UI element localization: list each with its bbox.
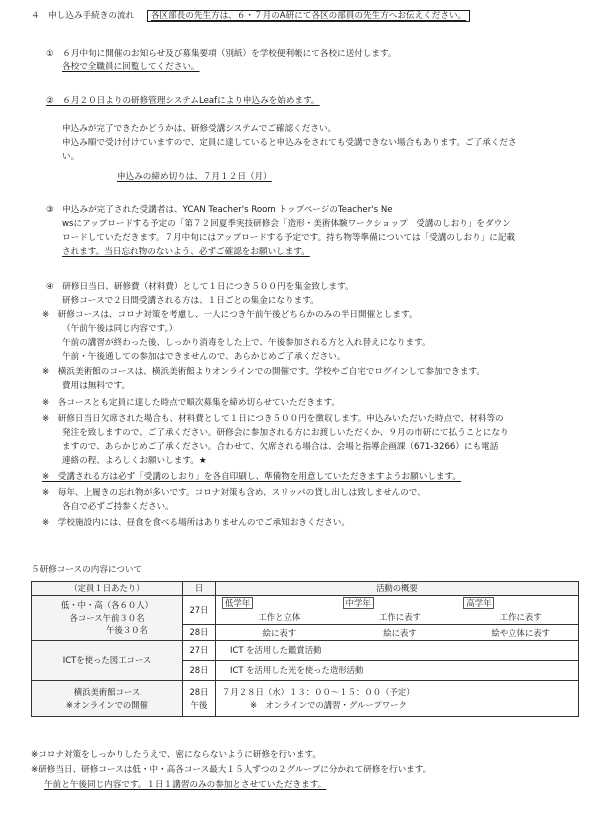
section-5-heading: ５研修コースの内容について <box>31 565 143 575</box>
activity-cell <box>216 596 579 625</box>
note-6b: 各自で必ずご持参ください。 <box>62 502 174 512</box>
note-2b: 費用は無料です。 <box>62 381 131 391</box>
footer-line-3: 午前と午後同じ内容です。１日１講習のみの参加とさせていただきます。 <box>44 780 327 790</box>
note-1b: （午前午後は同じ内容です。） <box>62 324 178 334</box>
day-cell: 27日 <box>183 596 216 625</box>
item-3-line-2: wsにアップロードする予定の「第７２回夏季実技研修会「造形・美術体験ワークショップ 受講のしおり」をダウン <box>62 219 511 229</box>
item-3-line-3: ロードしていただきます。７月中旬にはアップロードする予定です。持ち物等準備については「受講のしおり」に記載 <box>62 233 516 243</box>
note-7: ※ 学校施設内には、昼食を食べる場所はありませんのでご承知おきください。 <box>42 518 350 528</box>
table-row <box>32 641 579 661</box>
note-4d: 連絡の程、よろしくお願いします。★ <box>62 456 207 466</box>
note-5: ※ 受講される方は必ず「受講のしおり」を各自印刷し、準備物を用意していただきますようお願いします。 <box>42 472 462 482</box>
activity-d2-high: 絵や立体に表す <box>491 627 550 638</box>
header-activity: 活動の概要 <box>216 582 579 596</box>
table-header-row <box>32 582 579 596</box>
activity-cell: ICT を活用した光を使った造形活動 <box>216 661 579 681</box>
course-grades-line-3: 午後３０名 <box>106 625 148 636</box>
item-4-line-2: 研修コースで２日間受講される方は、１日ごとの集金になります。 <box>62 296 319 306</box>
note-4b: 発注を致しますので、ご了承ください。研修会に参加される方にお渡しいただくか、９月の市研にて払うことになり <box>62 428 509 438</box>
course-grades-line-1: 低・中・高（各６０人） <box>60 600 154 611</box>
activity-d1-high: 工作に表す <box>499 612 542 622</box>
note-1c: 午前の講習が終わった後、しっかり消毒をした上で、午後参加される方と入れ替えになります。 <box>62 338 431 348</box>
note-4c: ますので、あらかじめご了承ください。合わせて、欠席される場合は、会場と指導企画課（671-3266）にも電話 <box>62 442 499 452</box>
grade-high-label: 高学年 <box>463 597 494 609</box>
course-grades-cell <box>32 596 183 641</box>
grade-low-label: 低学年 <box>222 597 253 609</box>
museum-activity-line-2: ※ オンラインでの講習・グループワーク <box>250 699 407 710</box>
course-grades-line-2: 各コース午前３０名 <box>69 612 145 623</box>
day-cell: 27日 <box>183 641 216 661</box>
table-row <box>32 681 579 717</box>
day-cell <box>183 681 216 717</box>
section-4-notice-box: 各区部長の先生方は、６・７月のA研にて各区の部員の先生方へお伝えください。 <box>147 10 470 22</box>
item-2-deadline: 申込みの締め切りは、７月１２日（月） <box>117 172 272 182</box>
section-4-heading <box>31 10 470 23</box>
course-museum-line-2: ※オンラインでの開催 <box>65 699 149 710</box>
item-2-line-3: 申込み順で受け付けていますので、定員に達していると申込みをされても受講できない場合もあります。ご了承くださ <box>62 138 517 148</box>
activity-cell <box>216 681 579 717</box>
note-4a: ※ 研修日当日欠席された場合も、材料費として１日につき５００円を徴収します。申込みいただいた時点で、材料等の <box>42 414 504 424</box>
item-1-line-1: ① ６月中旬に開催のお知らせ及び募集要項（別紙）を学校便利帳にて各校に送付します。 <box>46 49 397 59</box>
day-cell: 28日 <box>183 661 216 681</box>
course-table <box>31 581 579 717</box>
footer-line-2: ※研修当日、研修コースは低・中・高各コース最大１５人ずつの２グループに分かれて研修を行います。 <box>31 765 432 775</box>
note-2: ※ 横浜美術館のコースは、横浜美術館よりオンラインでの開催です。学校やご自宅でログインして参加できます。 <box>42 367 485 377</box>
table-row <box>32 596 579 625</box>
item-1-line-2: 各校で全職員に回覧してください。 <box>62 62 200 72</box>
note-6a: ※ 毎年、上履きの忘れ物が多いです。コロナ対策も含め、スリッパの貸し出しは致しませんので、 <box>42 488 426 498</box>
activity-d2-mid: 絵に表す <box>383 627 417 638</box>
item-2-line-1: ② ６月２０日よりの研修管理システムLeafにより申込みを始めます。 <box>46 96 320 106</box>
day-cell: 28日 <box>183 625 216 641</box>
activity-d2-low: 絵に表す <box>262 627 297 638</box>
activity-d1-mid: 工作に表す <box>379 612 421 622</box>
museum-day-line-1: 28日 <box>189 686 209 697</box>
note-3: ※ 各コースとも定員に達した時点で順次募集を締め切らせていただきます。 <box>42 398 341 408</box>
museum-activity-line-1: ７月２８日（水）１３：００～１５：００（予定） <box>222 686 415 697</box>
course-ict-cell: ICTを使った図工コース <box>32 641 183 681</box>
item-2-line-4: い。 <box>62 152 80 162</box>
activity-d1-low: 工作と立体 <box>258 612 301 622</box>
section-4-title: ４ 申し込み手続きの流れ <box>31 11 135 21</box>
activity-cell <box>216 625 579 641</box>
note-1d: 午前・午後通しての参加はできませんので、あらかじめご了承ください。 <box>62 352 346 362</box>
footer-line-1: ※コロナ対策をしっかりしたうえで、密にならないように研修を行います。 <box>31 750 321 760</box>
course-museum-cell <box>32 681 183 717</box>
grade-mid-label: 中学年 <box>343 597 374 609</box>
item-4-line-1: ④ 研修日当日、研修費（材料費）として１日につき５００円を集金致します。 <box>46 282 354 292</box>
item-3-line-4: されます。当日忘れ物のないよう、必ずご確認をお願いします。 <box>62 247 310 257</box>
header-capacity: （定員１日あたり） <box>32 582 183 596</box>
course-museum-line-1: 横浜美術館コース <box>73 686 141 697</box>
museum-day-line-2: 午後 <box>190 699 208 710</box>
item-3-line-1: ③ 申込みが完了された受講者は、YCAN Teacher's Room トップページのTeacher's Ne <box>46 205 393 215</box>
header-day: 日 <box>183 582 216 596</box>
activity-cell: ICT を活用した鑑賞活動 <box>216 641 579 661</box>
note-1: ※ 研修コースは、コロナ対策を考慮し、一人につき午前午後どちらかのみの半日開催とします。 <box>42 310 418 320</box>
item-2-line-2: 申込みが完了できたかどうかは、研修受講システムでご確認ください。 <box>62 124 337 134</box>
